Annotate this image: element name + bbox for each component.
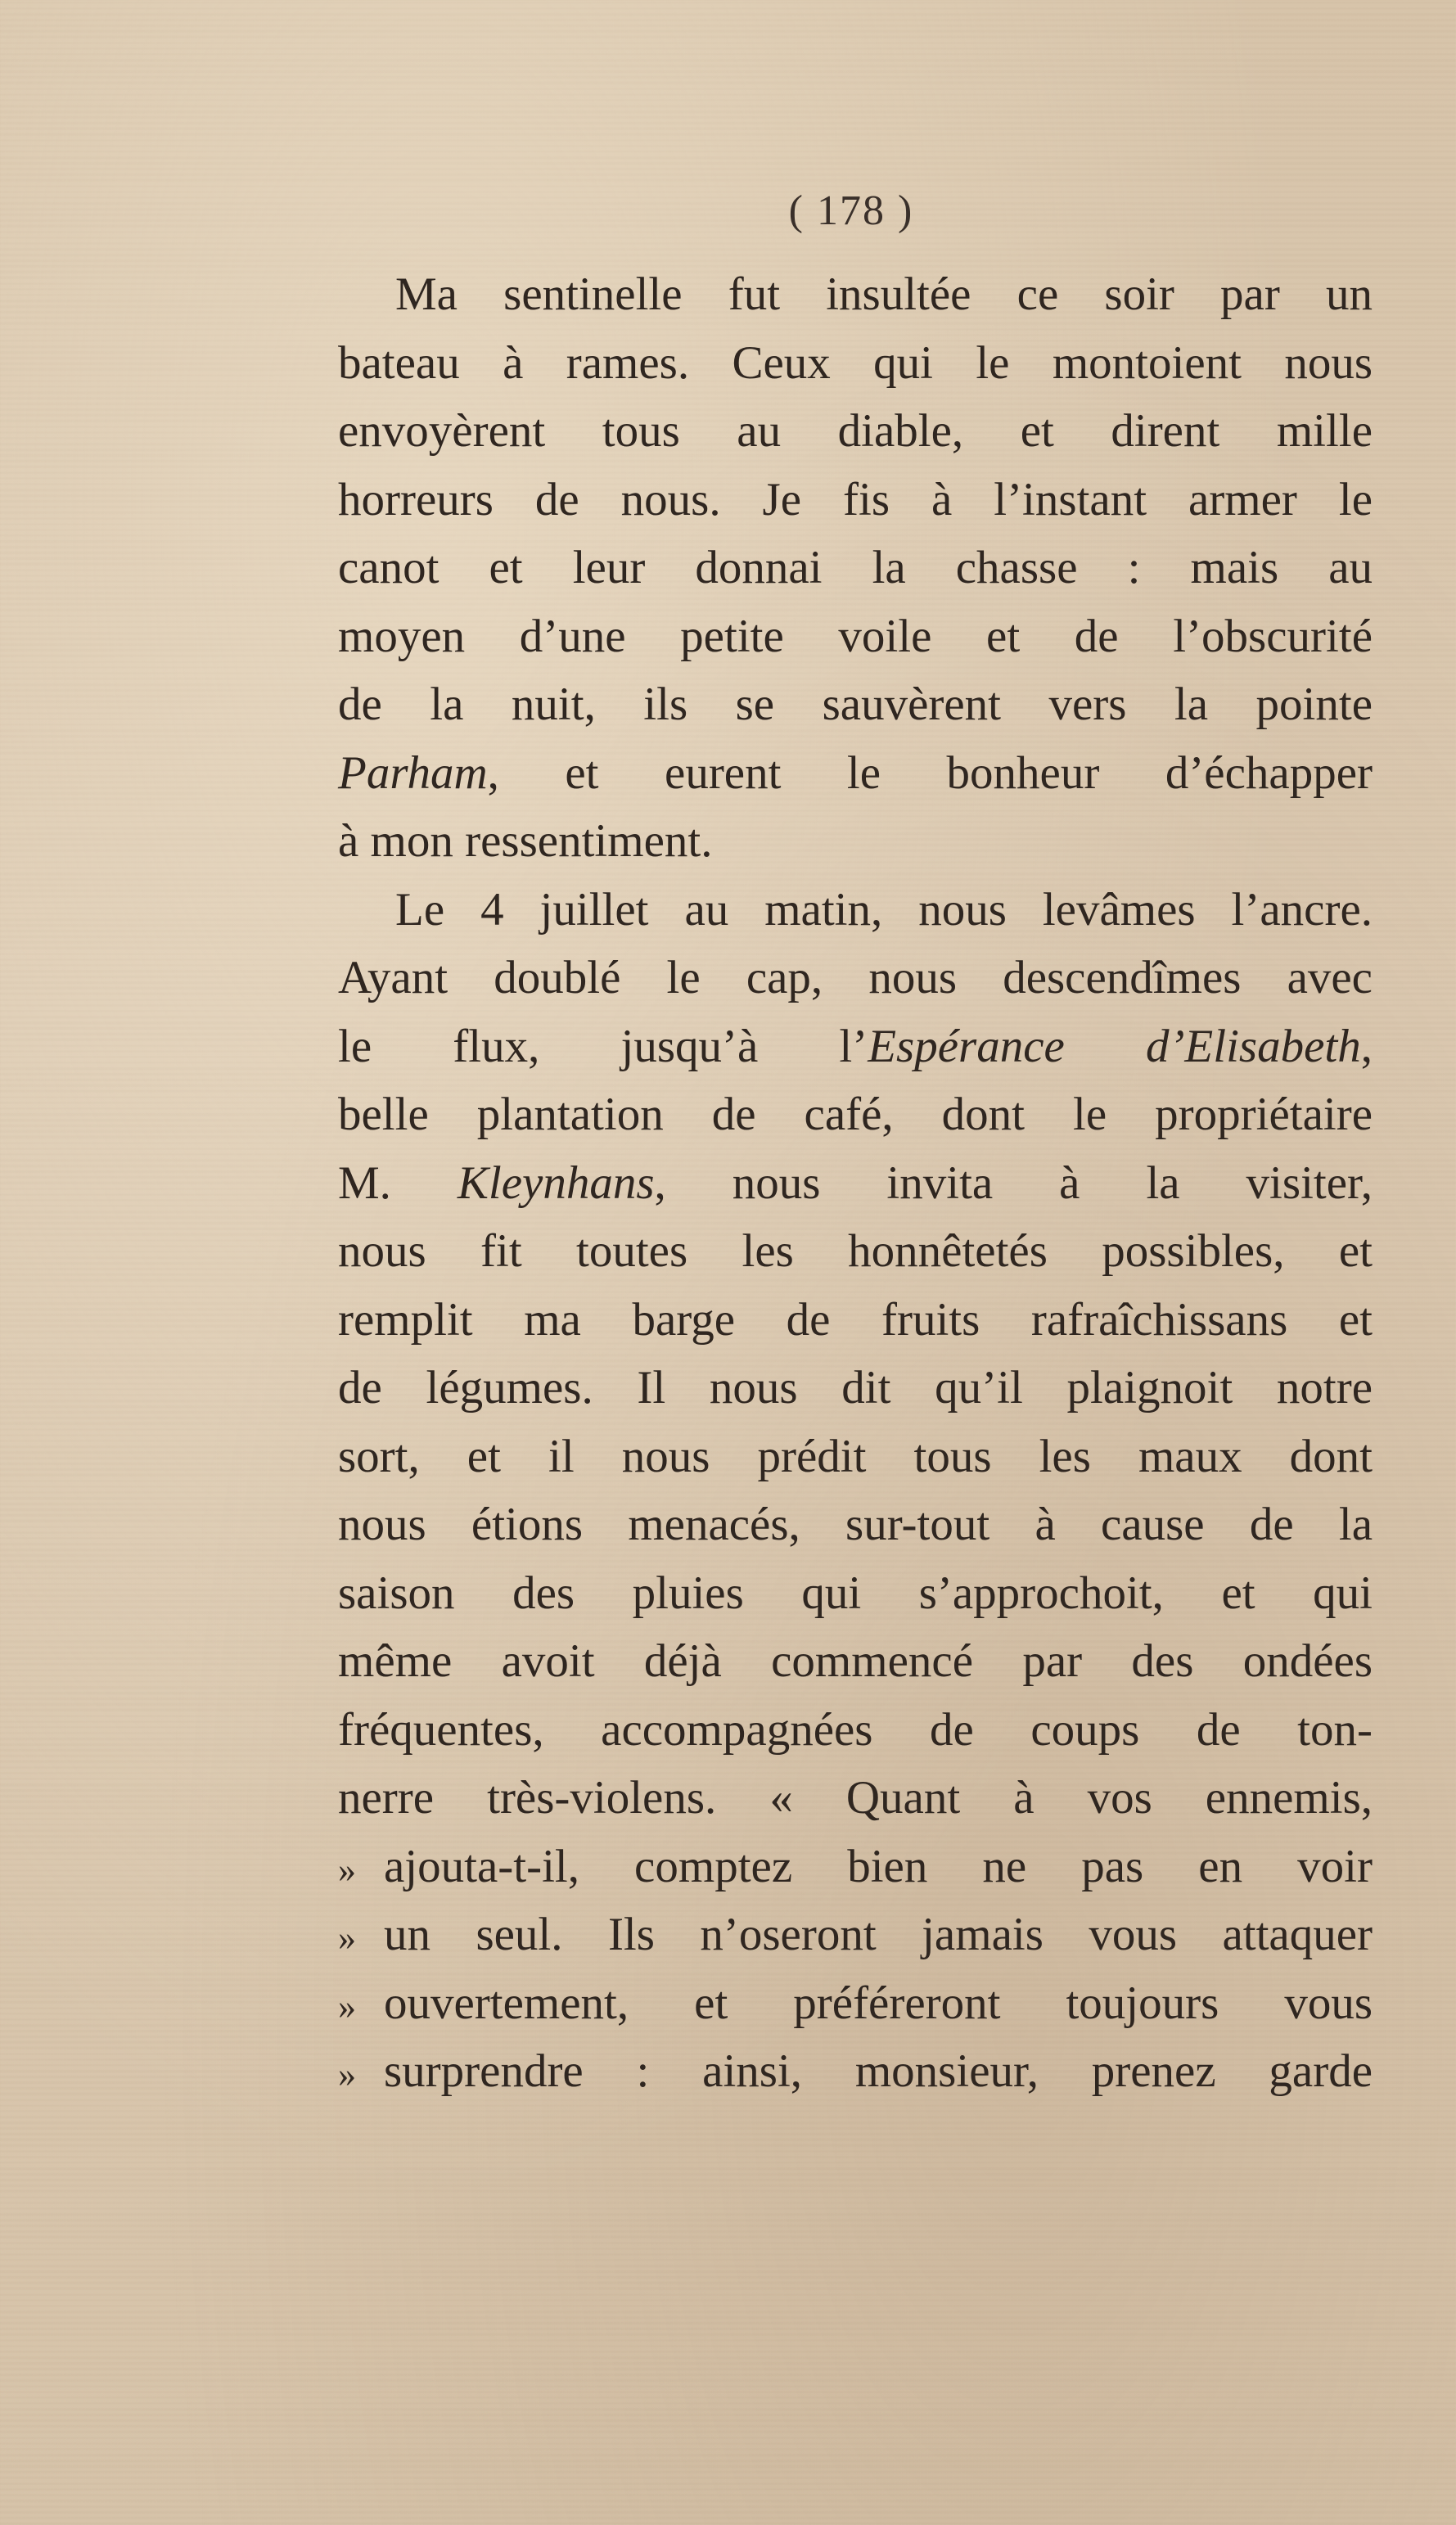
text-segment: fréquentes, accompagnées de coups de ton- [338,1703,1373,1756]
text-line [338,1149,1373,1218]
text-line [338,1217,1373,1286]
text-segment: nous étions menacés, sur-tout à cause de la [338,1499,1373,1550]
text-line [338,260,1373,329]
text-line [338,602,1373,671]
quote-mark: » [338,1986,356,2027]
text-segment: M. [338,1157,458,1209]
text-line [338,670,1373,739]
text-segment: canot et leur donnai la chasse : mais au [338,542,1373,593]
text-segment: horreurs de nous. Je fis à l’instant armer le [338,473,1373,525]
text-line [338,1286,1373,1355]
text-segment: même avoit déjà commencé par des ondées [338,1635,1373,1687]
italic-text: Parham [338,746,488,799]
text-segment: sort, et il nous prédit tous les maux dont [338,1430,1373,1482]
text-segment: , [1360,1020,1373,1072]
text-segment: à mon ressentiment. [338,815,713,867]
text-segment: ajouta-t-il, comptez bien ne pas en voir [384,1840,1373,1892]
text-line [338,1969,1373,2038]
text-segment: nous fit toutes les honnêtetés possibles, et [338,1225,1373,1277]
text-segment: ouvertement, et préféreront toujours vous [384,1977,1373,2029]
text-segment: le flux, jusqu’à l’ [338,1020,868,1072]
text-segment: un seul. Ils n’oseront jamais vous attaquer [384,1909,1373,1960]
body-text [338,260,1373,2106]
text-line [338,1627,1373,1696]
quote-mark: » [338,2054,356,2094]
text-segment: de légumes. Il nous dit qu’il plaignoit notre [338,1362,1373,1414]
text-line [338,944,1373,1012]
text-segment: Ayant doublé le cap, nous descendîmes avec [338,952,1373,1003]
text-segment: bateau à rames. Ceux qui le montoient nous [338,336,1373,389]
text-line [338,807,1373,876]
text-line [338,1833,1373,1901]
italic-text: Espérance d’Elisabeth [868,1020,1361,1072]
text-line [338,1423,1373,1491]
text-segment: envoyèrent tous au diable, et dirent mille [338,405,1373,457]
text-line [338,397,1373,466]
text-segment: de la nuit, ils se sauvèrent vers la pointe [338,679,1373,730]
text-line [338,2037,1373,2106]
text-segment: saison des pluies qui s’approchoit, et qui [338,1567,1373,1619]
text-line [338,1764,1373,1833]
text-line [338,1080,1373,1149]
text-line [338,1696,1373,1765]
text-segment: surprendre : ainsi, monsieur, prenez garde [384,2045,1373,2097]
page-number: ( 178 ) [788,187,914,234]
text-line [338,1901,1373,1969]
text-line [338,876,1373,945]
text-segment: Ma sentinelle fut insultée ce soir par un [395,268,1373,320]
text-line [338,1012,1373,1081]
text-segment: moyen d’une petite voile et de l’obscurité [338,610,1373,662]
text-line [338,739,1373,808]
text-segment: , nous invita à la visiter, [654,1157,1373,1209]
text-line [338,1559,1373,1628]
quote-mark: » [338,1918,356,1958]
text-line [338,466,1373,534]
text-line [338,534,1373,602]
text-segment: belle plantation de café, dont le propriétaire [338,1089,1373,1140]
italic-text: Kleynhans [457,1157,655,1209]
text-segment: Le 4 juillet au matin, nous levâmes l’ancre. [395,883,1373,936]
text-line [338,1354,1373,1423]
text-segment: , et eurent le bonheur d’échapper [487,746,1373,799]
text-line [338,1490,1373,1559]
text-line [338,329,1373,398]
text-segment: remplit ma barge de fruits rafraîchissans et [338,1293,1373,1346]
quote-mark: » [338,1849,356,1890]
text-segment: nerre très-violens. « Quant à vos ennemis, [338,1772,1373,1824]
